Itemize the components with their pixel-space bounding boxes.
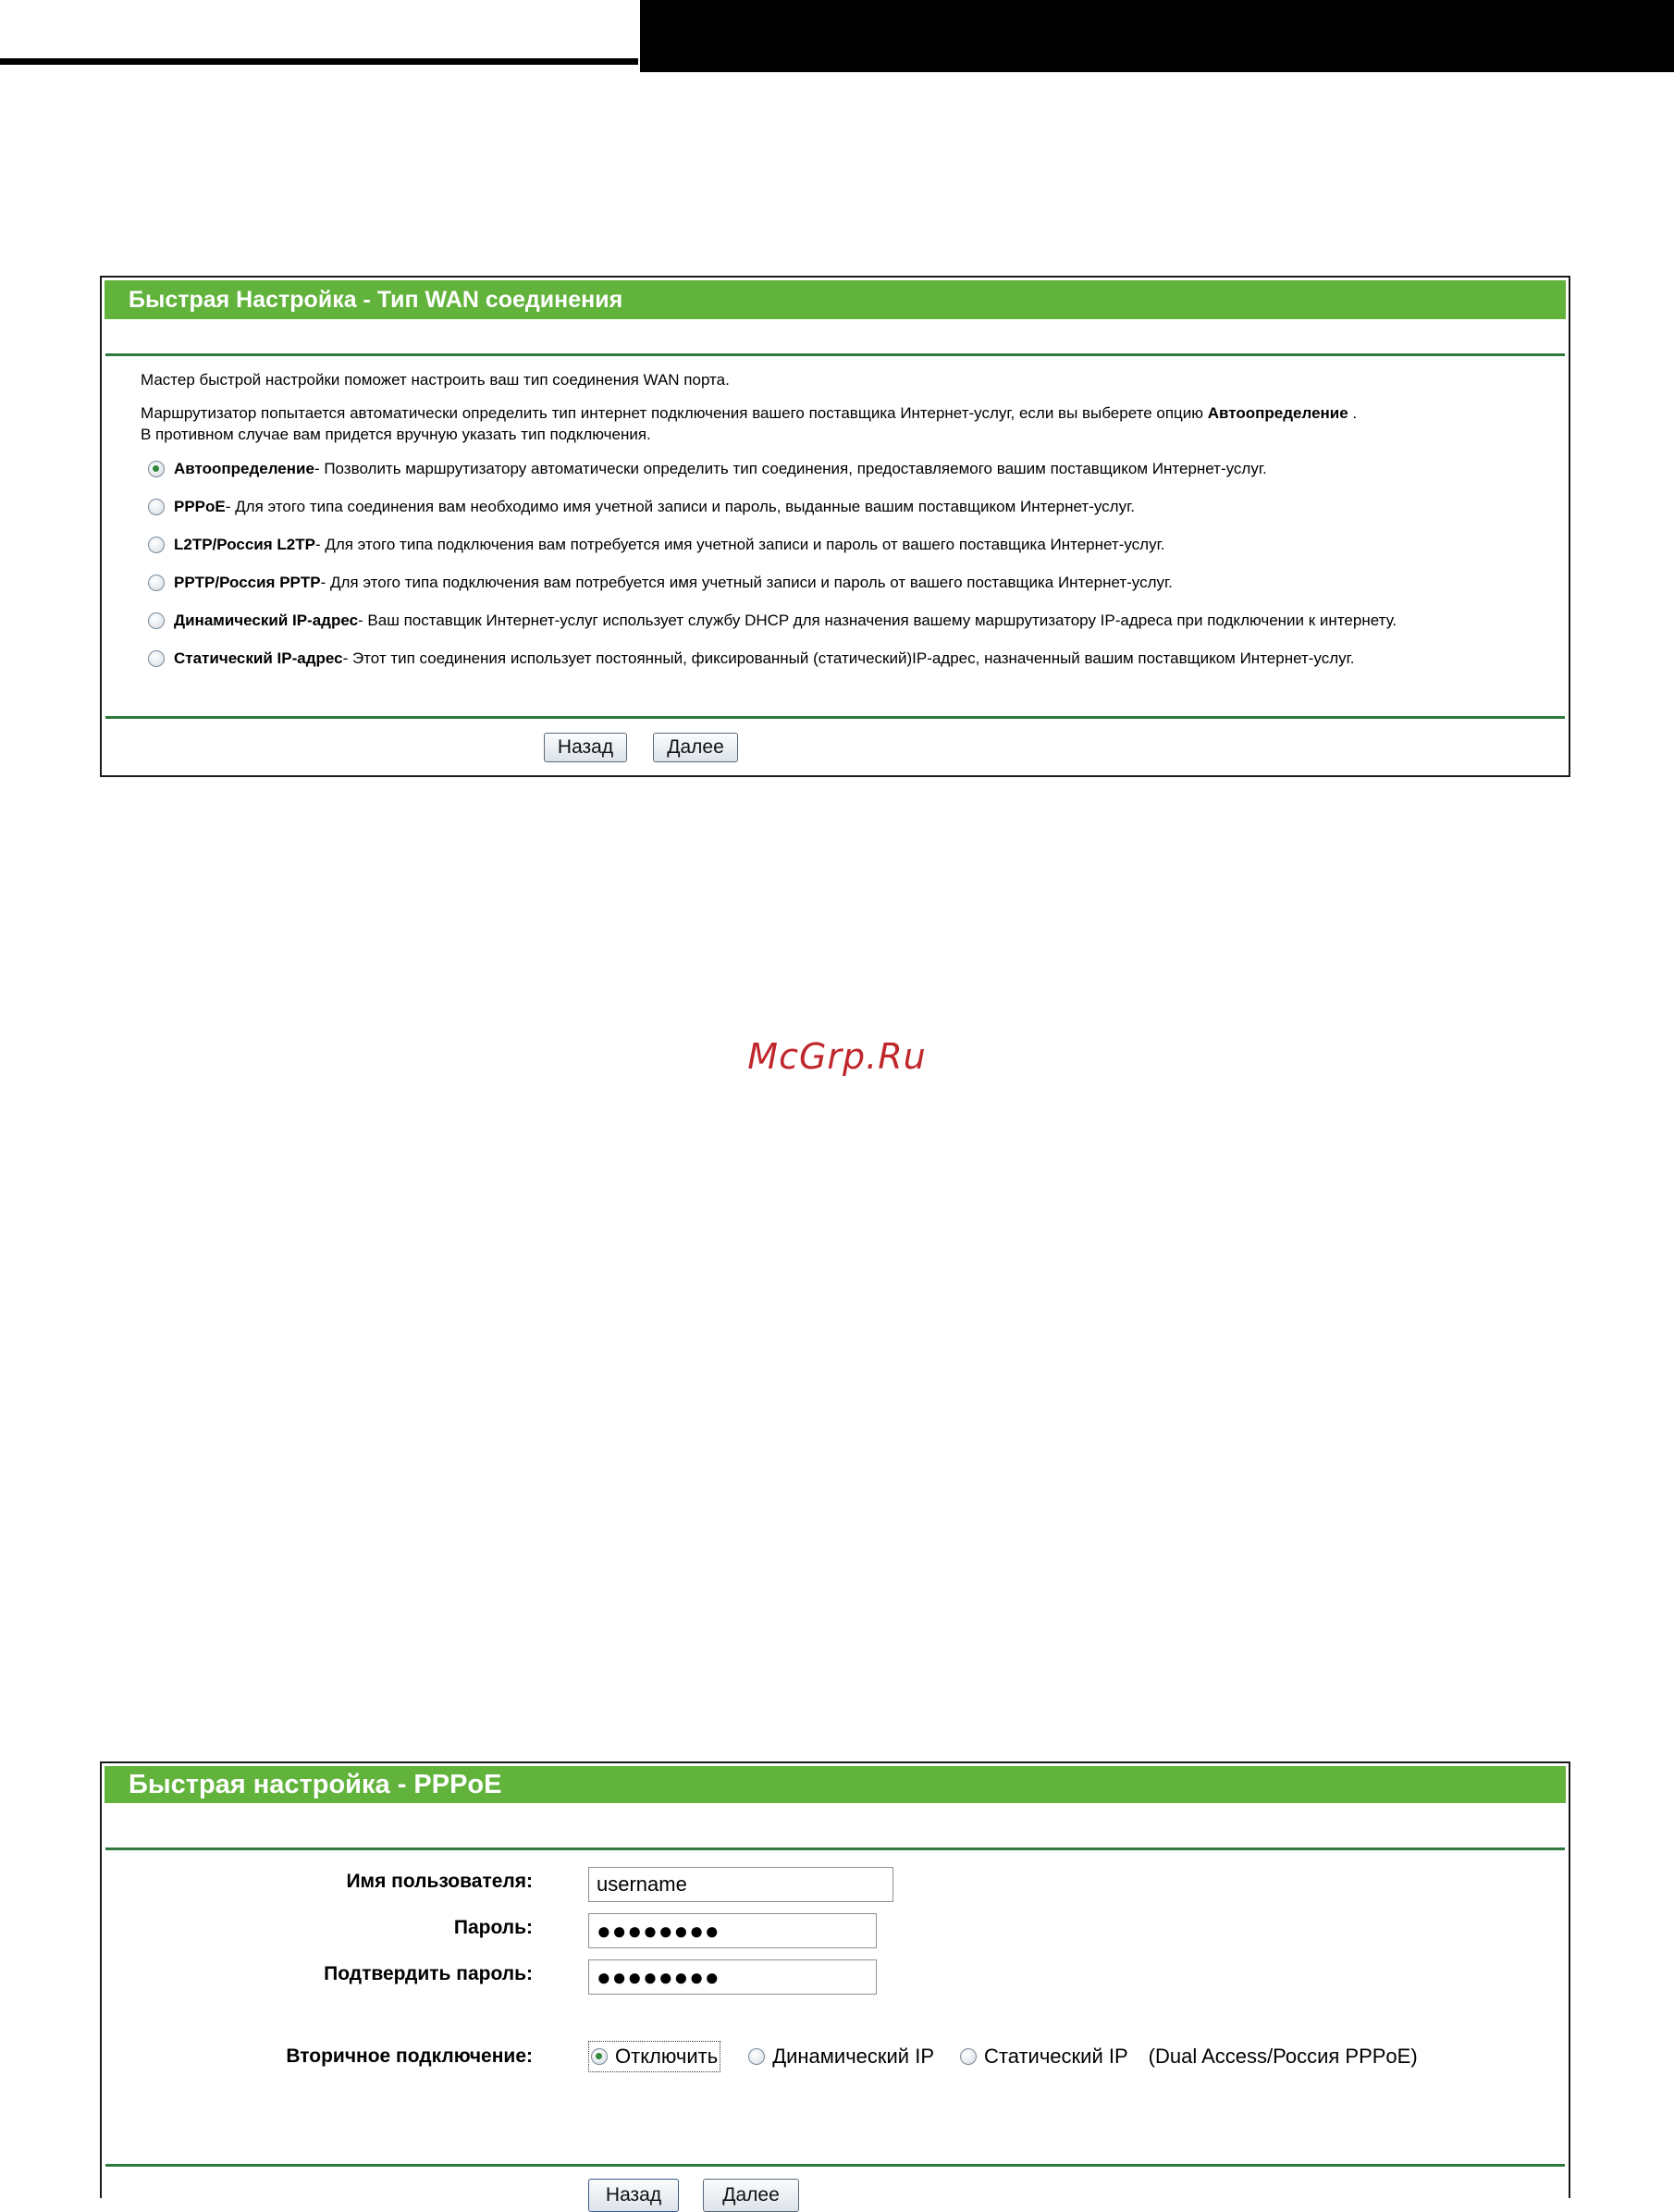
divider (105, 353, 1565, 356)
confirm-password-input[interactable]: ●●●●●●●● (588, 1959, 877, 1995)
password-input[interactable]: ●●●●●●●● (588, 1913, 877, 1948)
description-prefix: Маршрутизатор попытается автоматически определить тип интернет подключения вашего поставщика Интернет-услуг, если вы выберете опцию (141, 404, 1208, 422)
password-label: Пароль: (453, 1917, 533, 1938)
next-button[interactable]: Далее (653, 733, 738, 762)
header-bar-right (640, 0, 1674, 72)
radio-pppoe[interactable] (148, 499, 165, 515)
secondary-option-static-ip[interactable]: Статический IP (984, 2045, 1128, 2068)
radio-static-ip[interactable] (148, 650, 165, 667)
back-button[interactable]: Назад (544, 733, 627, 762)
secondary-option-dynamic-ip[interactable]: Динамический IP (772, 2045, 934, 2068)
radio-pptp[interactable] (148, 575, 165, 591)
option-name: Автоопределение (174, 460, 314, 477)
divider (105, 1847, 1565, 1850)
watermark: McGrp.Ru (747, 1036, 927, 1077)
option-pptp[interactable] (148, 571, 1173, 595)
secondary-connection-label: Вторичное подключение: (286, 2045, 533, 2067)
option-pppoe[interactable] (148, 495, 1135, 519)
option-label: Отключить (615, 2045, 719, 2068)
option-name: Динамический IP-адрес (174, 612, 359, 629)
secondary-note: (Dual Access/Россия PPPoE) (1148, 2045, 1418, 2068)
confirm-password-label: Подтвердить пароль: (324, 1963, 533, 1984)
divider (105, 716, 1565, 719)
option-auto[interactable] (148, 457, 1267, 481)
radio-dynamic-ip[interactable] (748, 2048, 765, 2065)
radio-l2tp[interactable] (148, 537, 165, 553)
panel-title: Быстрая Настройка - Тип WAN соединения (105, 280, 1566, 319)
option-name: PPTP/Россия PPTP (174, 574, 321, 591)
option-text: - Для этого типа подключения вам потребуется имя учетный записи и пароль от вашего поставщика Интернет-услуг. (320, 574, 1173, 591)
wan-type-panel (100, 276, 1570, 777)
option-dynamic-ip[interactable] (148, 609, 1397, 633)
option-name: L2TP/Россия L2TP (174, 536, 315, 553)
option-static-ip[interactable] (148, 647, 1355, 671)
radio-static-ip[interactable] (960, 2048, 977, 2065)
header-bar-left (0, 0, 638, 65)
pppoe-panel (100, 1761, 1570, 2206)
option-text: - Этот тип соединения использует постоянный, фиксированный (статический)IP-адрес, назначенный вашим поставщиком Интернет-услуг. (342, 649, 1355, 667)
radio-disable[interactable] (591, 2048, 608, 2065)
radio-dynamic-ip[interactable] (148, 612, 165, 629)
username-input[interactable]: username (588, 1867, 893, 1902)
option-text: - Позволить маршрутизатору автоматически определить тип соединения, предоставляемого вашим поставщиком Интернет-услуг. (314, 460, 1267, 477)
description-line2: В противном случае вам придется вручную указать тип подключения. (141, 426, 651, 443)
description-bold: Автоопределение (1207, 404, 1348, 422)
option-name: Статический IP-адрес (174, 649, 343, 667)
username-label: Имя пользователя: (346, 1871, 533, 1892)
description-text (141, 403, 1357, 423)
option-text: - Для этого типа подключения вам потребуется имя учетной записи и пароль от вашего поставщика Интернет-услуг. (314, 536, 1165, 553)
description-suffix: . (1348, 404, 1358, 422)
panel-title: Быстрая настройка - PPPoE (105, 1766, 1566, 1803)
radio-auto[interactable] (148, 461, 165, 477)
back-button[interactable]: Назад (588, 2179, 679, 2212)
secondary-option-disable[interactable] (588, 2041, 720, 2072)
option-text: - Ваш поставщик Интернет-услуг использует службу DHCP для назначения вашему маршрутизатору IP-адреса при подключении к интернету. (358, 612, 1397, 629)
next-button[interactable]: Далее (703, 2179, 799, 2212)
intro-text: Мастер быстрой настройки поможет настроить ваш тип соединения WAN порта. (141, 371, 730, 389)
divider (105, 2164, 1565, 2167)
option-l2tp[interactable] (148, 533, 1164, 557)
secondary-connection-group (588, 2040, 1418, 2073)
option-name: PPPoE (174, 498, 226, 515)
option-text: - Для этого типа соединения вам необходимо имя учетной записи и пароль, выданные вашим поставщиком Интернет-услуг. (225, 498, 1135, 515)
